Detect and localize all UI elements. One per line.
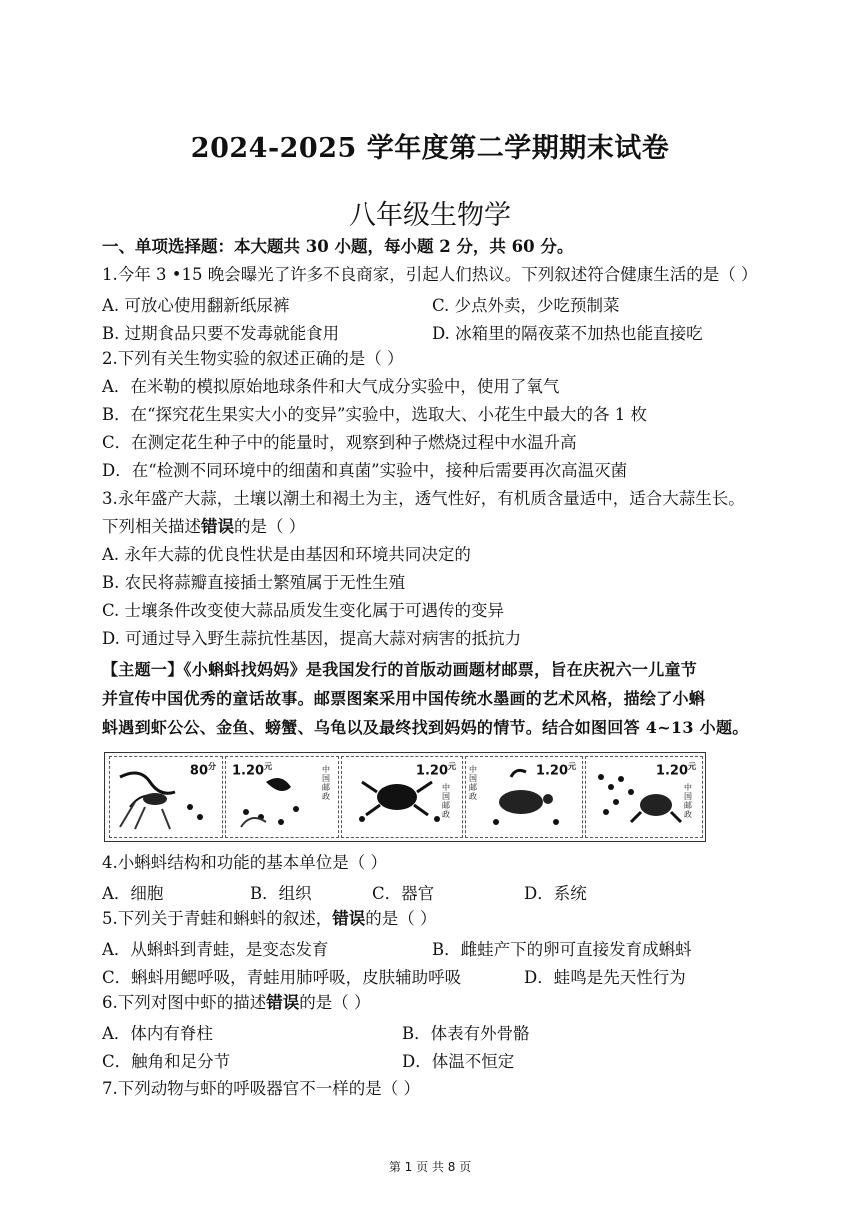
q2-option-d: D．在“检测不同环境中的细菌和真菌”实验中，接种后需要再次高温灭菌	[102, 461, 628, 480]
q4-option-a: A．细胞	[102, 884, 164, 903]
q4-option-d: D．系统	[524, 884, 587, 903]
q3-stem-line2	[102, 516, 305, 538]
q5-stem	[102, 908, 437, 930]
q3-stem-pre: 下列相关描述	[102, 517, 201, 536]
q3-stem-post: 的是（ ）	[234, 517, 306, 536]
q6-option-a: A．体内有脊柱	[102, 1024, 213, 1043]
q6-stem	[102, 992, 371, 1014]
page-footer: 第 1 页 共 8 页	[388, 1160, 472, 1174]
q3-option-c: C. 士壤条件改变使大蒜品质发生变化属于可遇传的变异	[102, 601, 505, 620]
q5-option-b: B．雌蛙产下的卵可直接发育成蝌蚪	[432, 940, 692, 959]
q6-option-b: B．体表有外骨骼	[402, 1024, 530, 1043]
stamp-2-value: $1.20^元$	[232, 762, 273, 779]
theme-line3: 蚪遇到虾公公、金鱼、螃蟹、乌龟以及最终找到妈妈的情节。结合如图回答 4~13 小题。	[102, 718, 749, 737]
stamp-5-country: 中国邮政	[684, 783, 692, 819]
q6-stem-post: 的是（ ）	[299, 993, 371, 1012]
q2-option-c: C．在测定花生种子中的能量时，观察到种子燃烧过程中水温升高	[102, 433, 577, 452]
q6-option-c: C．触角和足分节	[102, 1052, 231, 1071]
stamp-5	[585, 756, 703, 838]
stamp-2-country: 中国邮政	[322, 765, 330, 801]
exam-subtitle: 八年级生物学	[349, 200, 511, 231]
stamp-2	[225, 756, 339, 838]
q1-stem: 1.今年 3 •15 晚会曝光了许多不良商家，引起人们热议。下列叙述符合健康生活的是（ ）	[102, 265, 758, 284]
q6-option-d: D．体温不恒定	[402, 1052, 515, 1071]
q1-option-d: D. 冰箱里的隔夜菜不加热也能直接吃	[432, 324, 703, 343]
q3-option-a: A. 永年大蒜的优良性状是由基因和环境共同决定的	[102, 545, 471, 564]
q6-stem-pre: 6.下列对图中虾的描述	[102, 993, 267, 1012]
q4-stem: 4.小蝌蚪结构和功能的基本单位是（ ）	[102, 853, 387, 872]
q1-option-c: C. 少点外卖，少吃预制菜	[432, 296, 620, 315]
q5-stem-post: 的是（ ）	[365, 909, 437, 928]
q5-stem-pre: 5.下列关于青蛙和蝌蚪的叙述，	[102, 909, 333, 928]
q1-option-b: B. 过期食品只要不发毒就能食用	[102, 324, 340, 343]
stamp-5-value: $1.20^元$	[655, 762, 696, 779]
q2-option-a: A．在米勒的模拟原始地球条件和大气成分实验中，使用了氧气	[102, 377, 560, 396]
stamp-4-country: 中国邮政	[469, 765, 477, 801]
q5-option-c: C．蝌蚪用鳃呼吸，青蛙用肺呼吸，皮肤辅助呼吸	[102, 968, 462, 987]
q1-option-a: A. 可放心使用翻新纸尿裤	[102, 296, 290, 315]
exam-title: 2024-2025 学年度第二学期期末试卷	[190, 133, 670, 164]
q4-option-b: B．组织	[250, 884, 312, 903]
stamp-3	[341, 756, 463, 838]
stamp-1	[109, 756, 223, 838]
q7-stem: 7.下列动物与虾的呼吸器官不一样的是（ ）	[102, 1079, 420, 1098]
q5-option-a: A．从蝌蚪到青蛙，是变态发育	[102, 940, 329, 959]
q2-stem: 2.下列有关生物实验的叙述正确的是（ ）	[102, 349, 404, 368]
q3-stem-bold: 错误	[201, 517, 234, 536]
q3-option-b: B. 农民将蒜瓣直接插士繁殖属于无性生殖	[102, 573, 406, 592]
stamp-3-value: $1.20^元$	[415, 762, 456, 779]
q6-stem-bold: 错误	[266, 993, 300, 1012]
theme-line1: 【主题一】《小蝌蚪找妈妈》是我国发行的首版动画题材邮票，旨在庆祝六一儿童节	[102, 660, 698, 679]
q5-stem-bold: 错误	[332, 909, 366, 928]
stamp-3-country: 中国邮政	[442, 783, 450, 819]
q3-stem-line1: 3.永年盛产大蒜，土壤以潮土和褐土为主，透气性好，有机质含量适中，适合大蒜生长。	[102, 489, 745, 508]
stamp-1-value: $80^分$	[189, 762, 216, 779]
stamp-4-value: $1.20^元$	[535, 762, 576, 779]
theme-line2: 并宣传中国优秀的童话故事。邮票图案采用中国传统水墨画的艺术风格，描绘了小蝌	[102, 689, 706, 708]
q4-option-c: C．器官	[372, 884, 435, 903]
q5-option-d: D．蛙鸣是先天性行为	[524, 968, 686, 987]
section-heading: 一、单项选择题：本大题共 30 小题，每小题 2 分，共 60 分。	[102, 237, 574, 256]
stamp-strip-figure	[104, 752, 706, 842]
stamp-4	[465, 756, 583, 838]
q3-option-d: D. 可通过导入野生蒜抗性基因，提高大蒜对病害的抵抗力	[102, 629, 522, 648]
q2-option-b: B．在“探究花生果实大小的变异”实验中，选取大、小花生中最大的各 1 枚	[102, 405, 647, 424]
